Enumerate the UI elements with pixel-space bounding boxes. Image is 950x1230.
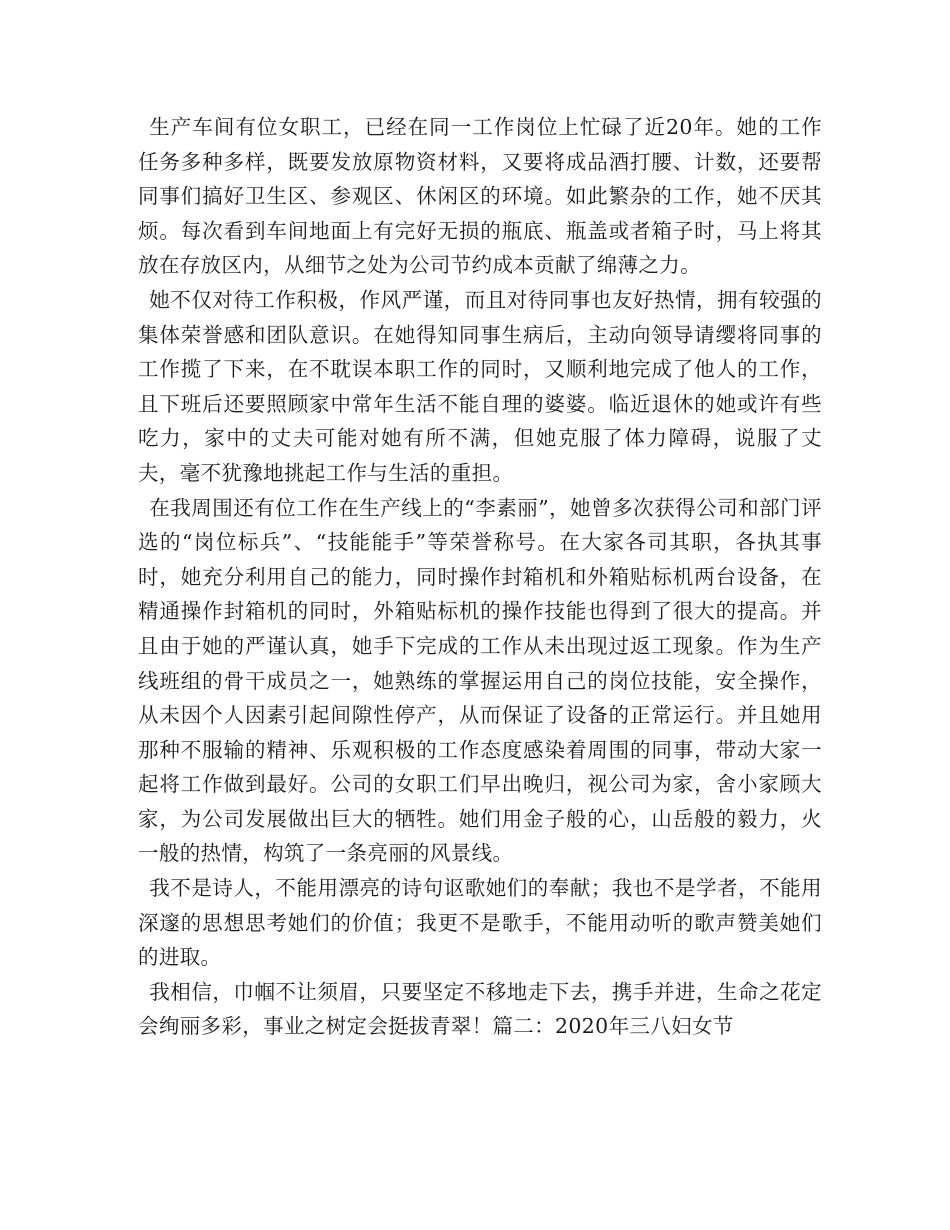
paragraph-2: 她不仅对待工作积极，作风严谨，而且对待同事也友好热情，拥有较强的集体荣誉感和团队意识。在她得知同事生病后，主动向领导请缨将同事的工作揽了下来，在不耽误本职工作的同时，又顺利地完成了他人的工作，且下班后还要照顾家中常年生活不能自理的婆婆。临近退休的她或许有些吃力，家中的丈夫可能对她有所不满，但她克服了体力障碍，说服了丈夫，毫不犹豫地挑起工作与生活的重担。 bbox=[138, 287, 822, 485]
paragraph-1: 生产车间有位女职工，已经在同一工作岗位上忙碌了近20年。她的工作任务多种多样，既要发放原物资材料，又要将成品酒打腰、计数，还要帮同事们搞好卫生区、参观区、休闲区的环境。如此繁杂的工作，她不厌其烦。每次看到车间地面上有完好无损的瓶底、瓶盖或者箱子时，马上将其放在存放区内，从细节之处为公司节约成本贡献了绵薄之力。 bbox=[138, 115, 822, 278]
paragraph-3: 在我周围还有位工作在生产线上的“李素丽”，她曾多次获得公司和部门评选的“岗位标兵”、“技能能手”等荣誉称号。在大家各司其职，各执其事时，她充分利用自己的能力，同时操作封箱机和外箱贴标机两台设备，在精通操作封箱机的同时，外箱贴标机的操作技能也得到了很大的提高。并且由于她的严谨认真，她手下完成的工作从未出现过返工现象。作为生产线班组的骨干成员之一，她熟练的掌握运用自己的岗位技能，安全操作，从未因个人因素引起间隙性停产，从而保证了设备的正常运行。并且她用那种不服输的精神、乐观积极的工作态度感染着周围的同事，带动大家一起将工作做到最好。公司的女职工们早出晚归，视公司为家，舍小家顾大家，为公司发展做出巨大的牺牲。她们用金子般的心，山岳般的毅力，火一般的热情，构筑了一条亮丽的风景线。 bbox=[138, 495, 822, 866]
document-body bbox=[138, 110, 822, 1044]
paragraph-5: 我相信，巾帼不让须眉，只要坚定不移地走下去，携手并进，生命之花定会绚丽多彩，事业之树定会挺拔青翠！篇二：2020年三八妇女节 bbox=[138, 979, 822, 1039]
paragraph-4: 我不是诗人，不能用漂亮的诗句讴歌她们的奉献；我也不是学者，不能用深邃的思想思考她们的价值；我更不是歌手，不能用动听的歌声赞美她们的进取。 bbox=[138, 876, 822, 970]
